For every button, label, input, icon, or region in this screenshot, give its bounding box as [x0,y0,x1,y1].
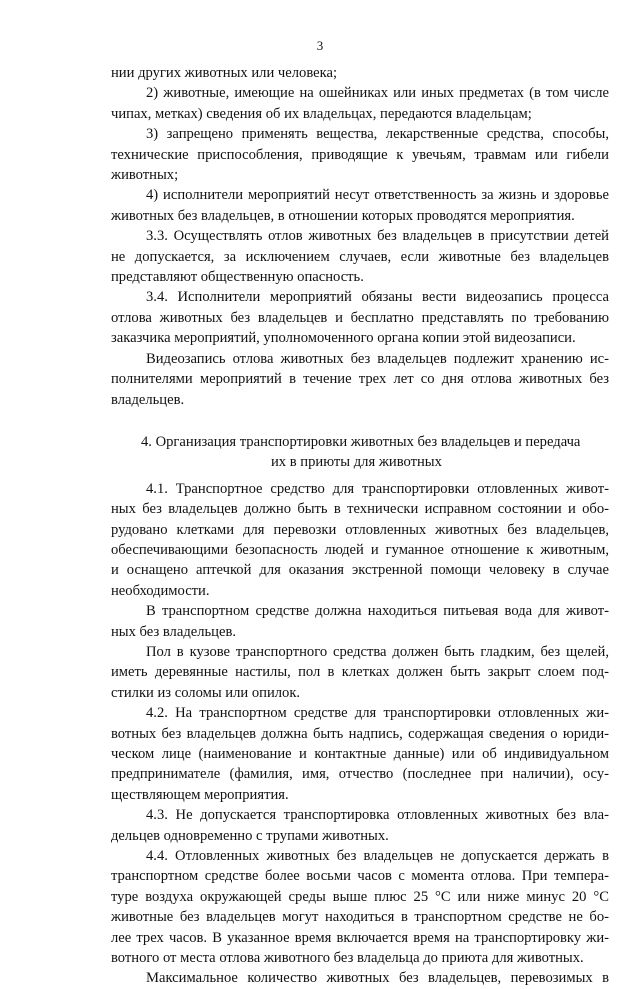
paragraph [111,124,609,185]
paragraph-line: отлова животных без владельцев и бесплатно представлять по требованию [111,309,609,326]
paragraph-line: 3.4. Исполнители мероприятий обязаны вести видеозапись процесса [146,289,609,306]
paragraph-line: вотного от места отлова животного без владельца до приюта для животных. [111,950,584,967]
paragraph-line: вотных без владельцев должна быть надпись, содержащая сведения о юриди- [111,725,609,742]
paragraph-line: 4) исполнители мероприятий несут ответственность за жизнь и здоровье [146,187,609,204]
paragraph [111,479,609,601]
page-number: 3 [316,38,324,53]
paragraph-line: лее трех часов. В указанное время включается время на транспортировку жи- [111,929,609,946]
paragraph-line: владельцев. [111,391,185,408]
section-heading-line: их в приюты для животных [271,454,442,471]
paragraph-line: нии других животных или человека; [111,65,338,81]
paragraph-line: В транспортном средстве должна находиться питьевая вода для живот- [146,603,609,620]
paragraph [111,287,609,348]
paragraph-line: 4.2. На транспортном средстве для транспортировки отловленных жи- [146,705,609,722]
paragraph-line: иметь деревянные настилы, пол в клетках должен быть закрыт слоем под- [111,664,609,681]
paragraph-line: 3.3. Осуществлять отлов животных без владельцев в присутствии детей [146,228,609,245]
paragraph-line: 4.4. Отловленных животных без владельцев не допускается держать в [146,848,609,865]
paragraph-line: ных без владельцев должно быть в технически исправном состоянии и обо- [111,501,609,518]
paragraph-line: представляют общественную опасность. [111,269,364,286]
paragraph-line: необходимости. [111,582,210,599]
section-spacer [111,410,609,432]
paragraph-line: дельцев одновременно с трупами животных. [111,827,389,844]
paragraph-line: животных без владельцев, в отношении которых проводятся мероприятия. [111,207,575,224]
paragraph [111,226,609,287]
paragraph-line: технические приспособления, приводящие к увечьям, травмам или гибели [111,146,609,163]
paragraph-line: ществляющем мероприятия. [111,786,289,803]
paragraph-line: Пол в кузове транспортного средства должен быть гладким, без щелей, [146,643,609,660]
paragraph-line: ных без владельцев. [111,623,236,640]
paragraph-line: транспортном средстве более восьми часов с момента отлова. При темпера- [111,868,609,885]
paragraph-line: Максимальное количество животных без владельцев, перевозимых в [146,970,609,987]
paragraph [111,601,609,642]
paragraph-line: заказчика мероприятий, уполномоченного органа копии этой видеозаписи. [111,330,576,347]
paragraph-line: и оснащено аптечкой для оказания экстренной помощи человеку в случае [111,562,609,579]
paragraph-line: Видеозапись отлова животных без владельцев подлежит хранению ис- [146,350,609,367]
paragraph [111,805,609,846]
paragraph-line: животных; [111,167,179,184]
paragraph [111,846,609,968]
paragraph-line: 4.3. Не допускается транспортировка отловленных животных без вла- [146,807,609,824]
paragraph-line: животные без владельцев могут находиться в транспортном средстве не бо- [111,909,609,926]
paragraph-line: не допускается, за исключением случаев, если животные без владельцев [111,248,609,265]
paragraph-line: ческом лице (наименование и контактные данные) или об индивидуальном [111,746,609,762]
paragraph-line: 4.1. Транспортное средство для транспортировки отловленных живот- [146,480,609,497]
paragraph-line: обеспечивающими безопасность людей и гуманное отношение к животным, [111,541,609,558]
paragraph-line: стилки из соломы или опилок. [111,684,301,701]
paragraph-line: полнителями мероприятий в течение трех лет со дня отлова животных без [111,371,609,388]
paragraph-line: предпринимателе (фамилия, имя, отчество (последнее при наличии), осу- [111,766,609,783]
paragraph [111,703,609,805]
paragraph-line: 2) животные, имеющие на ошейниках или иных предметах (в том числе [146,85,609,102]
section-heading [111,432,609,473]
section-heading-line: 4. Организация транспортировки животных без владельцев и передача [141,433,581,450]
paragraph [111,63,609,83]
paragraph-line: чипах, метках) сведения об их владельцах, передаются владельцам; [111,105,532,122]
paragraph [111,349,609,410]
paragraph [111,185,609,226]
document-body [111,63,609,989]
paragraph-line: 3) запрещено применять вещества, лекарственные средства, способы, [146,126,609,143]
paragraph [111,83,609,124]
paragraph [111,968,609,988]
paragraph [111,642,609,703]
paragraph-line: рудовано клетками для перевозки отловленных животных без владельцев, [111,521,609,538]
paragraph-line: туре воздуха окружающей среды выше плюс 25 °С или ниже минус 20 °С [111,888,609,905]
